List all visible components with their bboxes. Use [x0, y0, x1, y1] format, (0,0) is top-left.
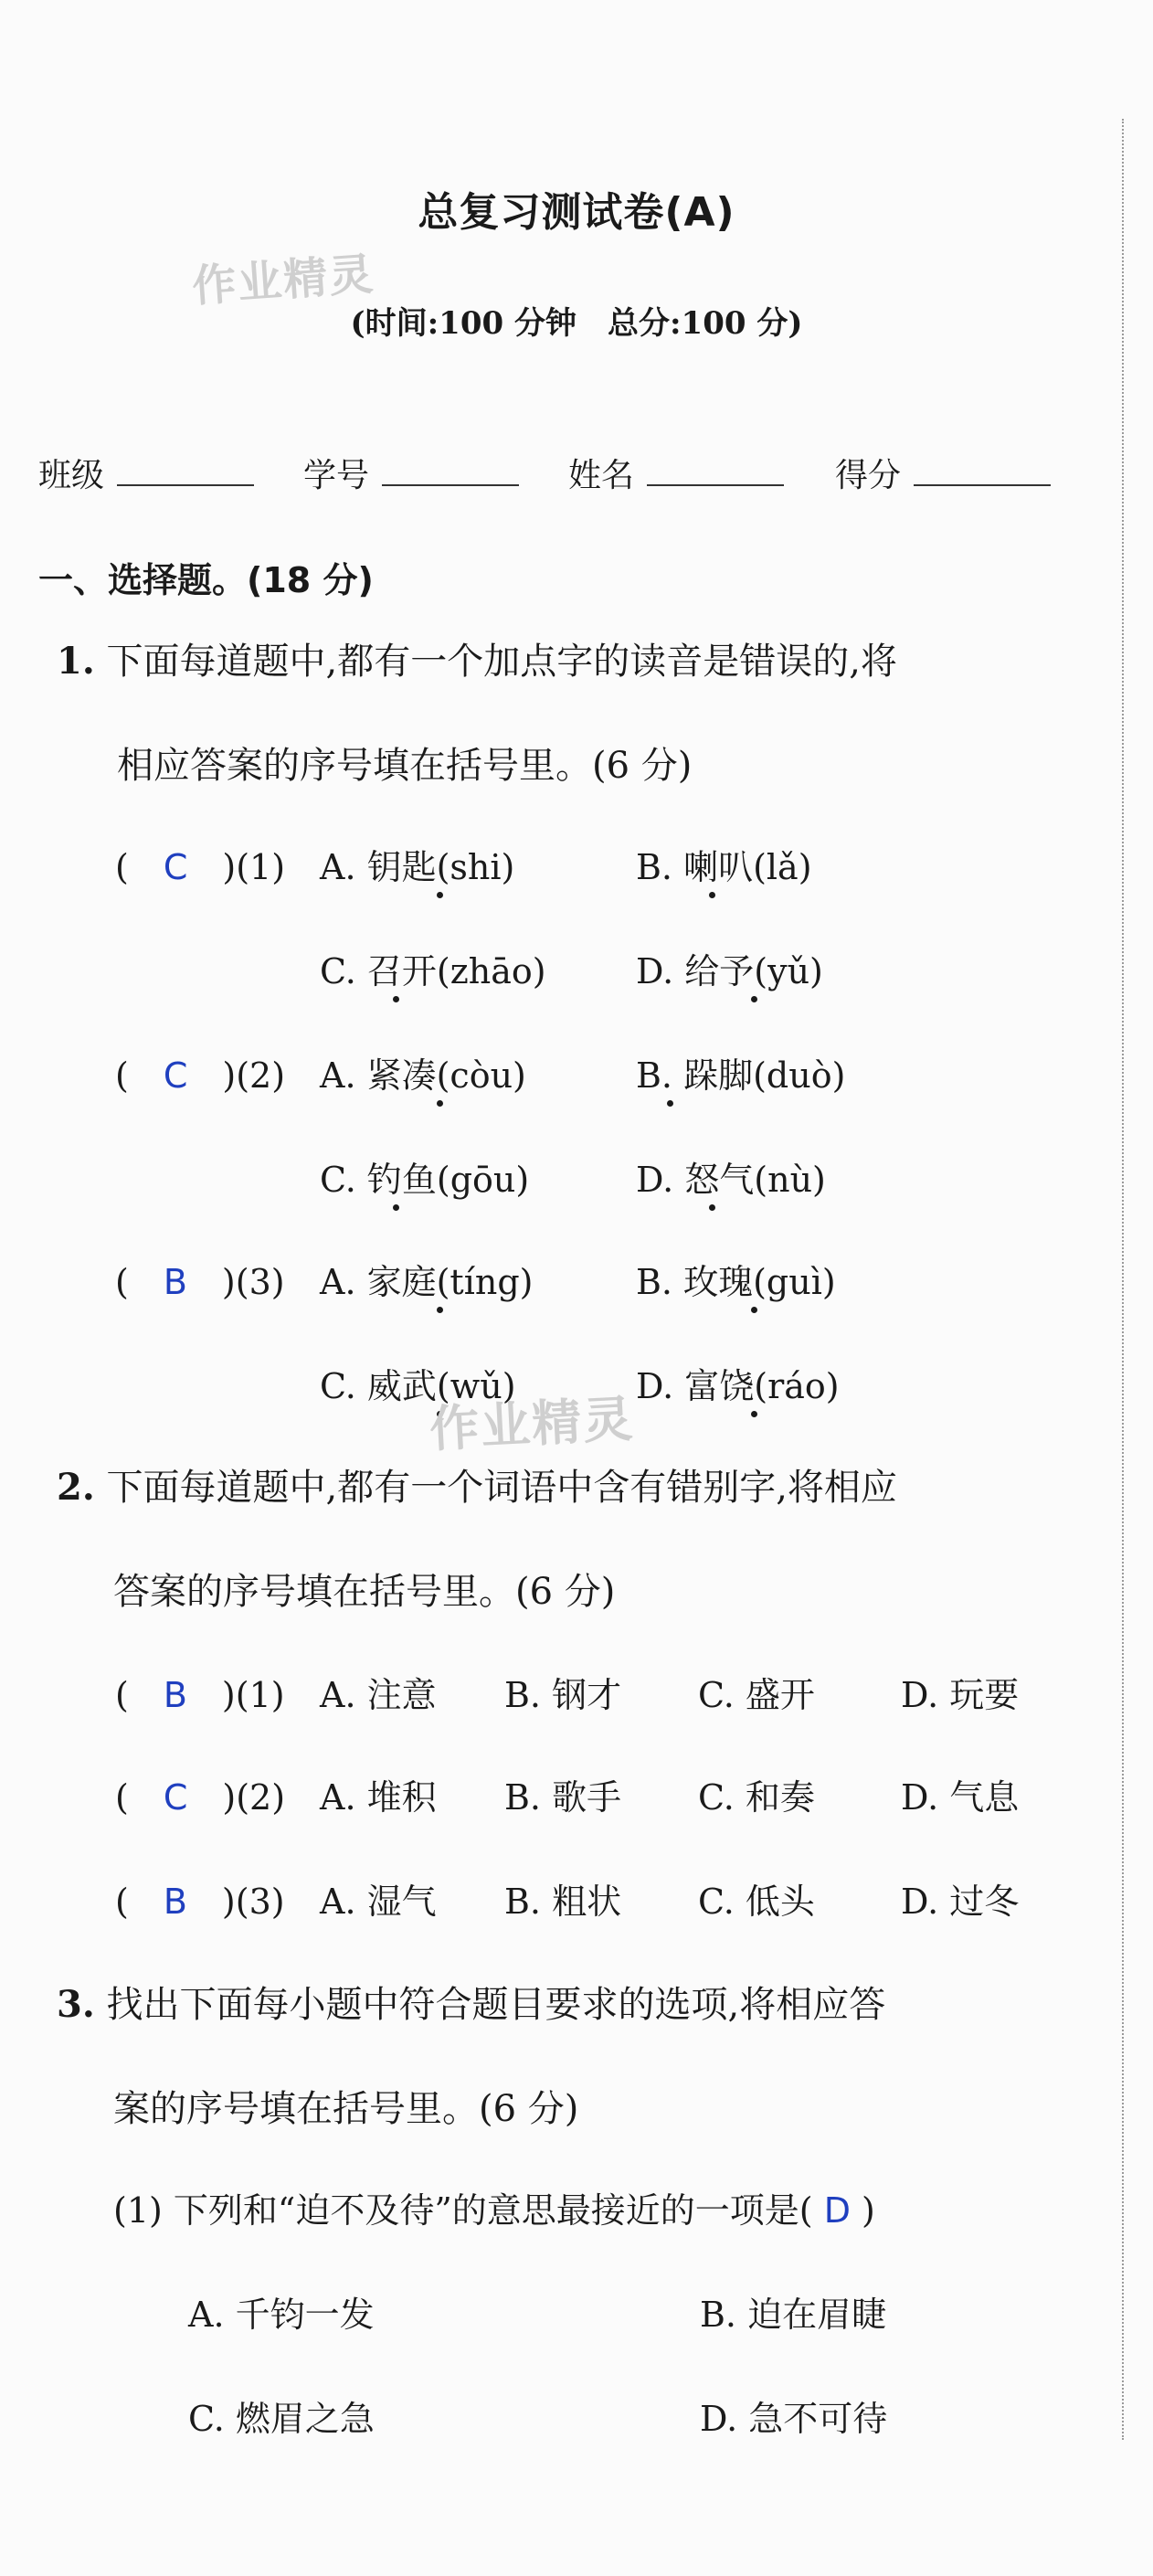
q3-sub1-answer: D	[823, 2190, 851, 2231]
q2-item2-label: )(2)	[222, 1777, 286, 1818]
emphasis-dot	[393, 1204, 399, 1211]
watermark: 作业精灵	[190, 249, 377, 313]
q3-sub1-close: )	[862, 2190, 875, 2231]
q1-item2-option-a: A. 紧凑(còu)	[320, 1055, 526, 1096]
student-id-field[interactable]	[303, 450, 519, 496]
q3-sub1-option-a: A. 千钧一发	[188, 2295, 375, 2335]
q1-item2-option-b: B. 跺脚(duò)	[636, 1055, 846, 1096]
q2-item3-label: )(3)	[221, 1882, 285, 1922]
emphasis-dot	[751, 996, 757, 1002]
q2-item1-answer: B	[163, 1675, 187, 1715]
q2-item3-answer: B	[163, 1882, 187, 1922]
q1-item1-answer: C	[163, 847, 188, 887]
q1-item3-label: )(3)	[221, 1262, 285, 1302]
q1-item3-option-d: D. 富饶(ráo)	[636, 1366, 840, 1406]
q1-stem-line1	[57, 632, 897, 684]
q1-item1-option-a: A. 钥匙(shi)	[320, 847, 515, 887]
q2-item2-answer: C	[163, 1777, 188, 1818]
name-label: 姓名	[568, 457, 635, 494]
q2-item3-blank[interactable]: ( B )(3)	[115, 1882, 285, 1922]
q1-item3-option-a: A. 家庭(tíng)	[320, 1262, 534, 1302]
emphasis-dot	[751, 1307, 757, 1313]
score-blank[interactable]	[914, 457, 1051, 486]
score-label: 得分	[835, 457, 902, 494]
q1-item2-answer: C	[163, 1055, 188, 1096]
q1-item1-label: )(1)	[222, 847, 286, 887]
q1-number: 1.	[57, 640, 95, 683]
q2-text-1: 下面每道题中,都有一个词语中含有错别字,将相应	[106, 1467, 897, 1509]
q3-sub1-option-d: D. 急不可待	[700, 2399, 888, 2439]
q1-item1-option-d: D. 给予(yǔ)	[636, 951, 823, 991]
student-id-label: 学号	[303, 457, 370, 494]
q3-stem-line1	[57, 1976, 885, 2028]
q2-item2-option-c: C. 和奏	[698, 1777, 815, 1818]
section-heading: 一、选择题。(18 分)	[38, 560, 374, 600]
emphasis-dot	[437, 1307, 443, 1313]
q2-item3-option-a: A. 湿气	[320, 1882, 437, 1922]
q1-item1-option-b: B. 喇叭(lǎ)	[636, 847, 812, 887]
q2-item2-option-a: A. 堆积	[320, 1777, 437, 1818]
q2-item3-option-b: B. 粗状	[504, 1882, 622, 1922]
q2-item2-option-b: B. 歌手	[504, 1777, 622, 1818]
class-label: 班级	[38, 457, 105, 494]
name-field[interactable]	[568, 450, 784, 496]
emphasis-dot	[709, 892, 715, 898]
q3-text-1: 找出下面每小题中符合题目要求的选项,将相应答	[106, 1984, 886, 2026]
q3-sub1-stem[interactable]	[113, 2182, 875, 2232]
q3-sub1-text: (1) 下列和“迫不及待”的意思最接近的一项是(	[113, 2190, 813, 2231]
q2-stem-line2: 答案的序号填在括号里。(6 分)	[113, 1571, 616, 1613]
page-title: 总复习测试卷(A)	[418, 189, 735, 236]
q1-item3-option-b: B. 玫瑰(guì)	[636, 1262, 836, 1302]
q2-item3-option-d: D. 过冬	[901, 1882, 1020, 1922]
name-blank[interactable]	[647, 457, 784, 486]
emphasis-dot	[437, 892, 443, 898]
q2-item1-option-a: A. 注意	[320, 1675, 437, 1715]
q1-item1-blank[interactable]: ( C )(1)	[115, 847, 286, 887]
emphasis-dot	[437, 1100, 443, 1107]
q1-stem-line2: 相应答案的序号填在括号里。(6 分)	[117, 745, 693, 787]
q1-item3-blank[interactable]: ( B )(3)	[115, 1262, 285, 1302]
q1-text-1: 下面每道题中,都有一个加点字的读音是错误的,将	[106, 641, 897, 683]
q1-item3-answer: B	[163, 1262, 187, 1302]
q1-item2-option-c: C. 钓鱼(gōu)	[320, 1160, 530, 1200]
watermark: 作业精灵	[428, 1390, 636, 1458]
q3-sub1-option-c: C. 燃眉之急	[188, 2399, 375, 2439]
q2-item2-blank[interactable]: ( C )(2)	[115, 1777, 286, 1818]
q3-number: 3.	[57, 1983, 95, 2026]
emphasis-dot	[751, 1411, 757, 1417]
emphasis-dot	[667, 1100, 673, 1107]
student-id-blank[interactable]	[382, 457, 519, 486]
page-subtitle: (时间:100 分钟 总分:100 分)	[350, 305, 803, 342]
q3-sub1-option-b: B. 迫在眉睫	[700, 2295, 887, 2335]
q2-item1-option-d: D. 玩要	[901, 1675, 1020, 1715]
q1-item2-option-d: D. 怒气(nù)	[636, 1160, 826, 1200]
q2-item1-label: )(1)	[221, 1675, 285, 1715]
page-edge-divider	[1122, 119, 1124, 2440]
emphasis-dot	[709, 1204, 715, 1211]
q2-item2-option-d: D. 气息	[901, 1777, 1020, 1818]
class-field[interactable]	[38, 450, 254, 496]
q2-item1-option-c: C. 盛开	[698, 1675, 815, 1715]
q2-number: 2.	[57, 1466, 95, 1509]
q3-stem-line2: 案的序号填在括号里。(6 分)	[113, 2088, 579, 2130]
score-field[interactable]	[835, 450, 1051, 496]
q1-item2-blank[interactable]: ( C )(2)	[115, 1055, 286, 1096]
emphasis-dot	[393, 996, 399, 1002]
q2-item3-option-c: C. 低头	[698, 1882, 815, 1922]
class-blank[interactable]	[117, 457, 254, 486]
q1-item2-label: )(2)	[222, 1055, 286, 1096]
q2-item1-option-b: B. 钢才	[504, 1675, 622, 1715]
q1-item1-option-c: C. 召开(zhāo)	[320, 951, 546, 991]
q2-item1-blank[interactable]: ( B )(1)	[115, 1675, 285, 1715]
q1-item3-option-c: C. 威武(wǔ)	[320, 1366, 516, 1406]
q2-stem-line1	[57, 1458, 897, 1511]
